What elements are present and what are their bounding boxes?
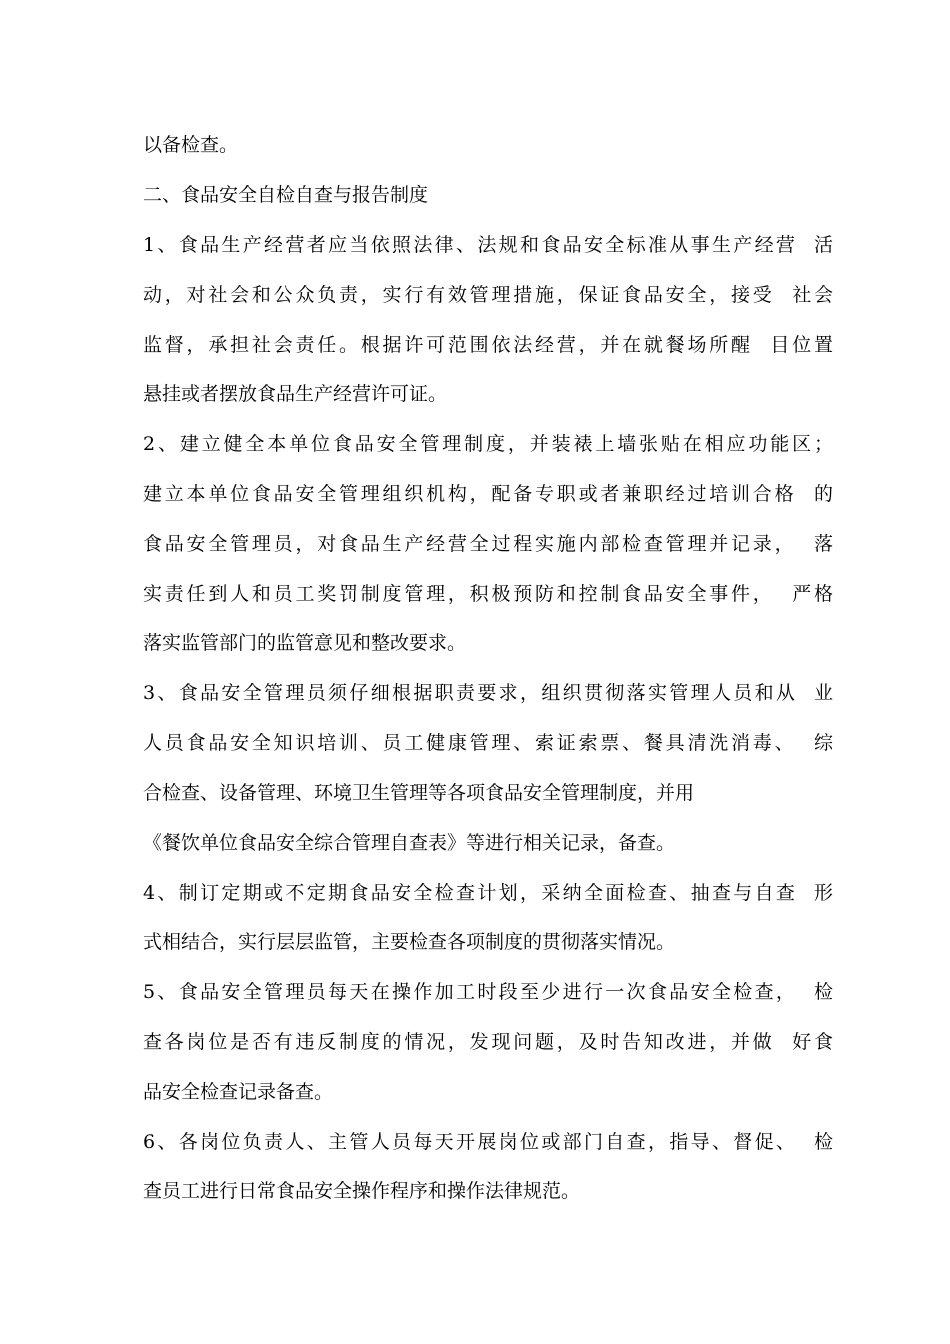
text-line-18: 5、食品安全管理员每天在操作加工时段至少进行一次食品安全检查， 检 bbox=[143, 981, 833, 1003]
section-heading: 二、食品安全自检自查与报告制度 bbox=[143, 184, 429, 206]
text-line-11: 落实监管部门的监管意见和整改要求。 bbox=[143, 632, 467, 654]
text-line-8: 建立本单位食品安全管理组织机构，配备专职或者兼职经过培训合格 的 bbox=[143, 483, 833, 505]
text-line-17: 式相结合，实行层层监管，主要检查各项制度的贯彻落实情况。 bbox=[143, 931, 676, 953]
text-line-16: 4、制订定期或不定期食品安全检查计划，采纳全面检查、抽查与自查 形 bbox=[143, 882, 833, 904]
text-line-19: 查各岗位是否有违反制度的情况，发现问题，及时告知改进，并做 好食 bbox=[143, 1031, 833, 1053]
text-line-10: 实责任到人和员工奖罚制度管理，积极预防和控制食品安全事件， 严格 bbox=[143, 583, 833, 605]
text-line-22: 查员工进行日常食品安全操作程序和操作法律规范。 bbox=[143, 1180, 581, 1202]
text-line-20: 品安全检查记录备查。 bbox=[143, 1081, 334, 1103]
text-line-12: 3、食品安全管理员须仔细根据职责要求，组织贯彻落实管理人员和从 业 bbox=[143, 682, 833, 704]
text-line-6: 悬挂或者摆放食品生产经营许可证。 bbox=[143, 383, 448, 405]
text-line-4: 动，对社会和公众负责，实行有效管理措施，保证食品安全，接受 社会 bbox=[143, 284, 833, 306]
text-line-15: 《餐饮单位食品安全综合管理自查表》等进行相关记录，备查。 bbox=[143, 832, 676, 854]
text-line-13: 人员食品安全知识培训、员工健康管理、索证索票、餐具清洗消毒、 综 bbox=[143, 732, 833, 754]
text-line-5: 监督，承担社会责任。根据许可范围依法经营，并在就餐场所醒 目位置 bbox=[143, 334, 833, 356]
text-line-9: 食品安全管理员，对食品生产经营全过程实施内部检查管理并记录， 落 bbox=[143, 533, 833, 555]
text-line-7: 2、建立健全本单位食品安全管理制度，并装裱上墙张贴在相应功能区； bbox=[143, 433, 833, 455]
text-line-21: 6、各岗位负责人、主管人员每天开展岗位或部门自查，指导、督促、 检 bbox=[143, 1131, 833, 1153]
text-line-1: 以备检查。 bbox=[143, 134, 239, 156]
text-line-14: 合检查、设备管理、环境卫生管理等各项食品安全管理制度，并用 bbox=[143, 782, 695, 804]
text-line-3: 1、食品生产经营者应当依照法律、法规和食品安全标准从事生产经营 活 bbox=[143, 234, 833, 256]
